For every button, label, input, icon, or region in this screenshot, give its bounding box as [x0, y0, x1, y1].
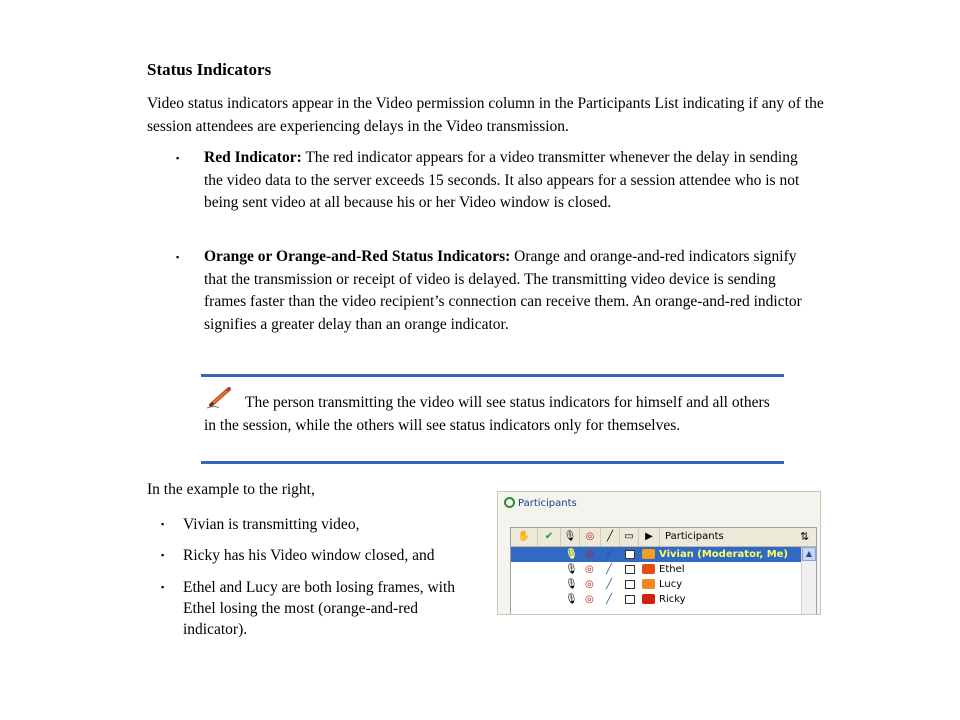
- scrollbar[interactable]: [801, 547, 816, 614]
- example-item-text: Ricky has his Video window closed, and: [183, 547, 435, 564]
- check-icon: ✔: [544, 531, 554, 542]
- participant-name: Vivian (Moderator, Me): [659, 549, 788, 560]
- microphone-icon[interactable]: 🎙: [565, 579, 578, 590]
- window-icon: ▭: [624, 531, 634, 542]
- window-icon[interactable]: [625, 595, 635, 604]
- panel-title-text: Participants: [518, 498, 577, 509]
- raise-hand-column[interactable]: [511, 528, 538, 546]
- participant-name: Ricky: [659, 594, 686, 605]
- example-intro: In the example to the right,: [147, 481, 315, 498]
- chat-icon[interactable]: ◎: [585, 579, 594, 590]
- bullet-mark: ▪: [161, 519, 165, 529]
- example-item-text: Vivian is transmitting video,: [183, 516, 360, 533]
- chat-column[interactable]: [580, 528, 601, 546]
- pencil-tool-icon[interactable]: ╱: [606, 564, 613, 575]
- bullet-red-indicator: [176, 147, 814, 215]
- audio-column[interactable]: [561, 528, 580, 546]
- participants-icon: [504, 497, 515, 508]
- bullet-mark: ▪: [176, 252, 180, 262]
- participants-column-header[interactable]: Participants: [665, 531, 724, 542]
- example-item: [161, 545, 483, 566]
- participant-row[interactable]: [511, 592, 801, 607]
- bullet-text: Orange and orange-and-red indicators signify that the transmission or receipt of video is delayed. The transmitting video device is sending frames faster than the video recipient’s connection can receive them. An orange-and-red indictor signifies a greater delay than an orange indicator.: [204, 248, 802, 333]
- section-heading: Status Indicators: [147, 60, 272, 79]
- note-text: The person transmitting the video will see status indicators for himself and all others in the session, while the others will see status indicators only for themselves.: [204, 394, 770, 434]
- microphone-icon[interactable]: 🎙: [565, 594, 578, 605]
- chat-icon[interactable]: ◎: [585, 549, 594, 560]
- window-icon[interactable]: [625, 550, 635, 559]
- example-item: [161, 577, 483, 640]
- video-status-icon[interactable]: [642, 564, 655, 574]
- video-status-icon[interactable]: [642, 594, 655, 604]
- feedback-column[interactable]: [538, 528, 561, 546]
- bullet-title: Orange or Orange-and-Red Status Indicators:: [204, 248, 511, 265]
- microphone-icon[interactable]: 🎙: [565, 549, 578, 560]
- note-box: [201, 374, 784, 464]
- participants-list: [510, 527, 817, 614]
- microphone-icon: 🎙: [563, 531, 577, 542]
- video-status-icon[interactable]: [642, 579, 655, 589]
- bullet-orange-indicator: [176, 246, 814, 336]
- scroll-up-button[interactable]: ▲: [802, 547, 816, 561]
- pencil-tool-icon[interactable]: ╱: [606, 549, 613, 560]
- microphone-icon[interactable]: 🎙: [565, 564, 578, 575]
- pencil-tool-icon[interactable]: ╱: [606, 594, 613, 605]
- example-item-text: Ethel and Lucy are both losing frames, with Ethel losing the most (orange-and-red indicator).: [183, 579, 456, 638]
- participants-panel: [497, 491, 821, 615]
- sort-icon[interactable]: ⇅: [800, 530, 810, 543]
- participant-name: Ethel: [659, 564, 685, 575]
- bullet-text: The red indicator appears for a video transmitter whenever the delay in sending the video data to the server exceeds 15 seconds. It also appears for a session attendee who is not being sent video at all because his or her Video window is closed.: [204, 149, 800, 211]
- bullet-mark: ▪: [176, 153, 180, 163]
- bullet-title: Red Indicator:: [204, 149, 302, 166]
- intro-paragraph: Video status indicators appear in the Video permission column in the Participants List indicating if any of the session attendees are experiencing delays in the Video transmission.: [147, 95, 824, 135]
- chat-icon[interactable]: ◎: [585, 594, 594, 605]
- participant-row[interactable]: [511, 547, 801, 562]
- whiteboard-column[interactable]: [601, 528, 620, 546]
- example-item: [161, 514, 483, 535]
- window-icon[interactable]: [625, 580, 635, 589]
- participant-row[interactable]: [511, 577, 801, 592]
- participant-name: Lucy: [659, 579, 683, 590]
- list-header: [511, 528, 816, 547]
- video-column[interactable]: [639, 528, 660, 546]
- bullet-mark: ▪: [161, 582, 165, 592]
- bullet-mark: ▪: [161, 550, 165, 560]
- chat-icon[interactable]: ◎: [585, 564, 594, 575]
- pencil-tool-icon: ╱: [606, 531, 614, 542]
- participant-row[interactable]: [511, 562, 801, 577]
- chat-icon: ◎: [585, 531, 595, 542]
- video-camera-icon: ▶: [645, 531, 653, 542]
- panel-title: [504, 497, 577, 509]
- hand-icon: ✋: [517, 531, 531, 542]
- video-status-icon[interactable]: [642, 549, 655, 559]
- app-share-column[interactable]: [620, 528, 639, 546]
- pencil-tool-icon[interactable]: ╱: [606, 579, 613, 590]
- window-icon[interactable]: [625, 565, 635, 574]
